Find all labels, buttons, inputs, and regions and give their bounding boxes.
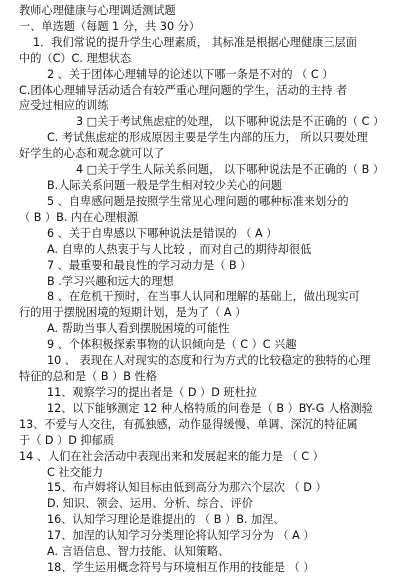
text-line: A. 言语信息、智力技能、认知策略、 (47, 545, 230, 558)
text-line: C 社交能力 (47, 466, 104, 479)
text-line: 9 、个体积极探索事物的认识倾向是（ C ）C 兴趣 (47, 338, 297, 351)
text-line: （ B ）B. 内在心理根源 (19, 211, 139, 224)
text-line: B .学习兴趣和远大的理想 (47, 275, 174, 288)
text-line: 6 、关于自卑感以下哪种说法是错误的 （ A ） (47, 227, 278, 240)
text-line: 4 □关于学生人际关系问题， 以下哪种说法是不正确的（ B ） (76, 163, 385, 176)
text-line: A. 自卑的人热衷于与人比较 ，而对自己的期待却很低 (47, 243, 312, 256)
text-line: 7 、最重要和最良性的学习动力是（ B ） (47, 259, 252, 272)
text-line: 10 、 表现在人对现实的态度和行为方式的比较稳定的独特的心理 (47, 354, 371, 367)
text-line: 14 、人们在社会活动中表现出来和发展起来的能力是 （ C ） (19, 450, 324, 463)
text-line: A. 帮助当事人看到摆脱困境的可能性 (47, 322, 230, 335)
text-line: D. 知识、领会、运用、分析、综合、评价 (47, 497, 253, 510)
text-line: 行的用于摆脱困境的短期计划，是为了（ A ） (19, 306, 247, 319)
text-line: 2 、关于团体心理辅导的论述以下哪一条是不对的 （ C ） (47, 68, 334, 81)
text-line: 8 、在危机干预时，在当事人认同和理解的基础上，做出现实可 (47, 290, 360, 303)
section-heading: 一、单选题（每题 1 分，共 30 分） (19, 20, 201, 33)
text-line: 特征的总和是（ B ）B 性格 (19, 370, 157, 383)
text-line: C. 考试焦虑症的形成原因主要是学生内部的压力， 所以只要处理 (47, 131, 368, 144)
text-line: 应受过相应的训练 (19, 99, 109, 112)
text-line: 13、不爱与人交往，有孤独感，动作显得缓慢、单调、深沉的特征属 (19, 418, 358, 431)
text-line: 12、以下能够测定 12 种人格特质的问卷是（ B ）BY-G 人格测验 (47, 402, 373, 415)
text-line: 18、学生运用概念符号与环境相互作用的技能是 （ ） (47, 561, 315, 574)
text-line: C.团体心理辅导活动适合有较严重心理问题的学生，活动的主持 者 (19, 84, 348, 97)
text-line: 于（ D ）D 抑郁质 (19, 434, 115, 447)
text-line: 15、布卢姆将认知目标由低到高分为那六个层次 （ D ） (47, 481, 327, 494)
text-line: 11、观察学习的提出者是（ D ）D 班杜拉 (47, 386, 257, 399)
text-line: 17、加涅的认知学习分类理论将认知学习分为 （ A ） (47, 529, 315, 542)
text-line: 1．我们常说的提升学生心理素质， 其标准是根据心理健康三层面 (33, 36, 357, 49)
text-line: 16、认知学习理论是谁提出的 （ B ）B. 加涅、 (47, 513, 285, 526)
text-line: 3 □关于考试焦虑症的处理， 以下哪种说法是不正确的（ C ） (76, 115, 385, 128)
text-line: 中的（C）C. 理想状态 (19, 52, 132, 65)
text-line: B.人际关系问题一般是学生相对较少关心的问题 (47, 179, 282, 192)
text-line: 好学生的心态和观念就可以了 (19, 147, 165, 160)
document-title: 教师心理健康与心理调适测试题 (19, 4, 176, 17)
text-line: 5 、自卑感问题是按照学生常见心理问题的哪种标准来划分的 (47, 195, 349, 208)
